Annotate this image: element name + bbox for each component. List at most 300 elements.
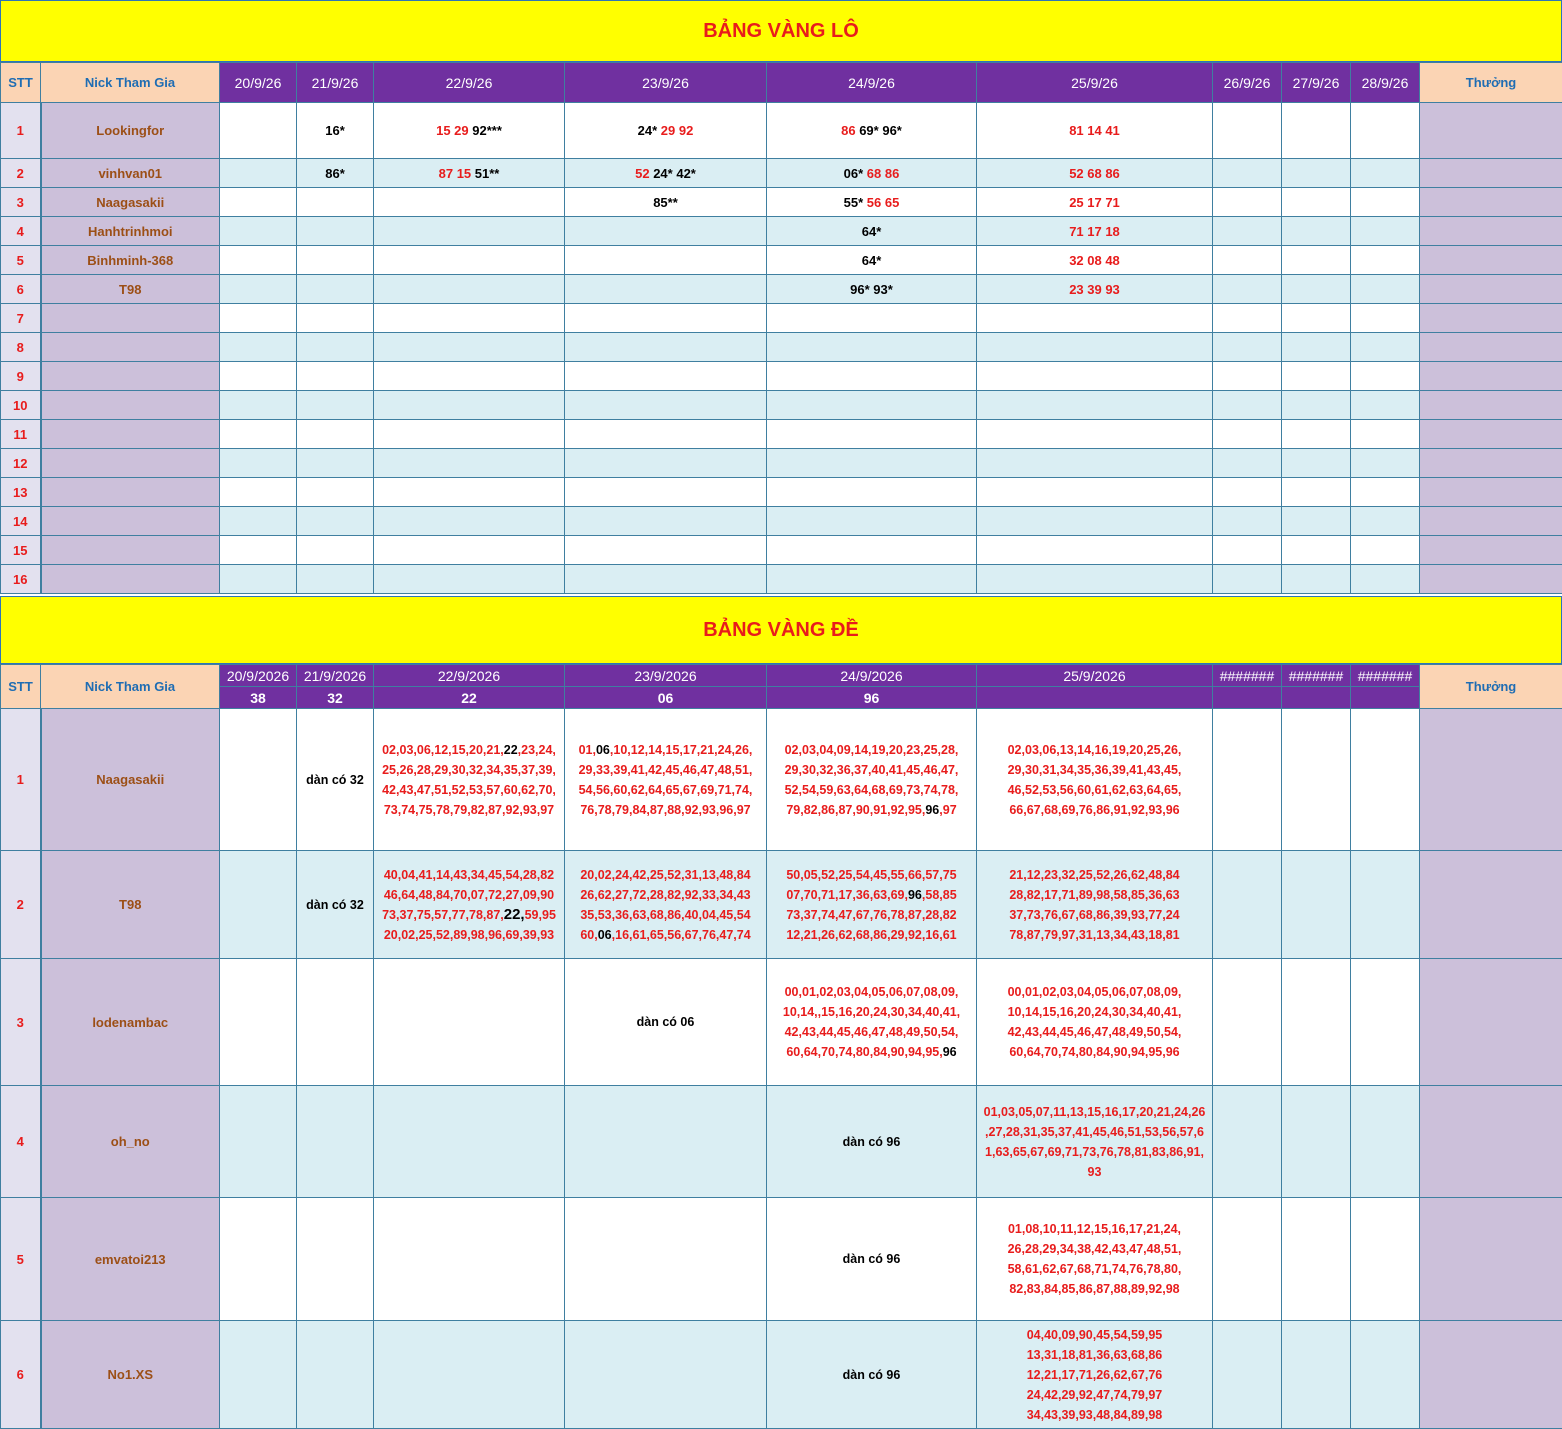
cell-text: 55* [844,195,867,210]
de-cell [565,709,767,851]
lo-cell [220,275,297,304]
lo-cell [767,159,977,188]
lo-cell [297,304,374,333]
lo-cell [374,536,565,565]
lo-row-stt: 8 [1,333,41,362]
lo-cell [1351,478,1420,507]
cell-text: 51** [475,166,500,181]
de-cell [977,959,1213,1086]
lo-row-thuong [1420,304,1562,333]
lo-cell [1282,565,1351,594]
lo-cell [565,478,767,507]
de-header-date: 20/9/2026 [220,665,297,687]
cell-text: 42,43,47,51,52,53,57,60,62,70, [382,783,556,797]
lo-row-thuong [1420,362,1562,391]
lo-row-stt: 15 [1,536,41,565]
cell-text: 24,42,29,92,47,74,79,97 [1027,1388,1163,1402]
cell-text: 10,14,,15,16,20,24,30,34,40,41, [783,1005,960,1019]
lo-header-nick: Nick Tham Gia [41,63,220,103]
lo-cell [1282,536,1351,565]
lo-cell [1213,420,1282,449]
lo-header-date: 27/9/26 [1282,63,1351,103]
cell-text: 24* 42* [653,166,696,181]
cell-text: 29,30,31,34,35,36,39,41,43,45, [1008,763,1182,777]
cell-text: 29 92 [661,123,694,138]
lo-cell [1282,449,1351,478]
lo-cell [1282,275,1351,304]
lo-header-date: 23/9/26 [565,63,767,103]
de-header-date: ####### [1213,665,1282,687]
de-cell [977,1086,1213,1198]
de-cell [977,1321,1213,1429]
lo-cell [1282,103,1351,159]
de-row-nick: oh_no [41,1086,220,1198]
lo-row-nick [41,333,220,362]
lo-cell [374,391,565,420]
cell-text: 52 68 86 [1069,166,1120,181]
cell-text: 92*** [472,123,502,138]
de-cell [977,851,1213,959]
lo-row [1,246,1562,275]
lo-cell [220,246,297,275]
lo-row-thuong [1420,565,1562,594]
de-result-number [977,687,1213,709]
cell-text: 96 [908,888,922,902]
cell-text: 21,12,23,32,25,52,26,62,48,84 [1009,868,1179,882]
lo-header-date: 26/9/26 [1213,63,1282,103]
lo-row-thuong [1420,188,1562,217]
lo-cell [1213,391,1282,420]
lo-cell [297,217,374,246]
lo-cell [374,103,565,159]
lo-cell [374,565,565,594]
lo-cell [1213,159,1282,188]
de-row-nick: T98 [41,851,220,959]
lo-cell [1282,391,1351,420]
cell-text: 24* [638,123,661,138]
lo-cell [297,565,374,594]
de-row [1,709,1562,851]
lo-row [1,391,1562,420]
lo-cell [977,362,1213,391]
lo-cell [1213,333,1282,362]
lo-row-nick [41,420,220,449]
lo-cell [1213,565,1282,594]
lo-cell [977,103,1213,159]
lo-cell [565,217,767,246]
lo-row-stt: 6 [1,275,41,304]
de-header-date: 21/9/2026 [297,665,374,687]
cell-text: 46,64,48,84,70,07,72,27,09,90 [384,888,554,902]
lo-cell [220,217,297,246]
lo-cell [1213,362,1282,391]
lo-cell [767,449,977,478]
lo-cell [1282,188,1351,217]
lo-cell [374,188,565,217]
lo-row [1,333,1562,362]
lo-row-thuong [1420,333,1562,362]
cell-text: 86* [325,166,345,181]
cell-text: 26,28,29,34,38,42,43,47,48,51, [1008,1242,1182,1256]
de-cell [565,1321,767,1429]
de-cell [374,1321,565,1429]
de-cell [767,851,977,959]
de-cell [767,1198,977,1321]
lo-cell [1213,103,1282,159]
lo-row-nick [41,536,220,565]
de-cell [977,1198,1213,1321]
cell-text: 52 [635,166,653,181]
lo-cell [767,565,977,594]
lo-cell [977,159,1213,188]
lo-cell [1213,217,1282,246]
lo-cell [297,391,374,420]
de-header-nick: Nick Tham Gia [41,665,220,709]
lo-cell [297,507,374,536]
lo-cell [1282,217,1351,246]
lo-cell [1282,362,1351,391]
de-row [1,959,1562,1086]
de-cell [1282,851,1351,959]
de-cell [1213,851,1282,959]
lo-row-stt: 12 [1,449,41,478]
lo-header-date: 28/9/26 [1351,63,1420,103]
lo-cell [297,478,374,507]
de-result-number: 06 [565,687,767,709]
cell-text: dàn có 96 [843,1252,901,1266]
cell-text: 12,21,26,62,68,86,29,92,16,61 [786,928,956,942]
lo-cell [767,420,977,449]
lo-cell [1213,507,1282,536]
lo-cell [767,478,977,507]
lo-cell [977,565,1213,594]
lo-cell [1213,188,1282,217]
lo-cell [1351,565,1420,594]
lo-cell [767,217,977,246]
lo-cell [374,420,565,449]
de-title [0,596,1562,664]
lo-row-thuong [1420,391,1562,420]
cell-text: 35,53,36,63,68,86,40,04,45,54 [580,908,750,922]
de-header-stt: STT [1,665,41,709]
lo-cell [220,391,297,420]
lo-header-date: 24/9/26 [767,63,977,103]
de-cell [1213,709,1282,851]
lo-cell [297,159,374,188]
lo-cell [1282,478,1351,507]
lo-row-nick: Binhminh-368 [41,246,220,275]
lo-header-date: 25/9/26 [977,63,1213,103]
de-cell [1351,1086,1420,1198]
lo-cell [374,507,565,536]
lo-row-thuong [1420,275,1562,304]
lo-cell [220,507,297,536]
cell-text: 23 39 93 [1069,282,1120,297]
cell-text: 02,03,06,13,14,16,19,20,25,26, [1008,743,1182,757]
de-result-number: 96 [767,687,977,709]
lo-cell [977,507,1213,536]
lo-row-stt: 13 [1,478,41,507]
lo-cell [1351,333,1420,362]
de-cell [767,1321,977,1429]
cell-text: 01,08,10,11,12,15,16,17,21,24, [1008,1222,1181,1236]
lo-cell [977,449,1213,478]
cell-text: 79,82,86,87,90,91,92,95, [786,803,925,817]
cell-text: 73,37,74,47,67,76,78,87,28,82 [786,908,956,922]
lo-cell [565,449,767,478]
lo-cell [1282,159,1351,188]
de-title-text: BẢNG VÀNG ĐỀ [703,619,859,642]
lo-cell [565,362,767,391]
lo-cell [977,304,1213,333]
lo-cell [767,536,977,565]
de-row-thuong [1420,1321,1562,1429]
lo-cell [565,391,767,420]
de-cell [565,851,767,959]
de-cell [1282,1198,1351,1321]
de-header-date: 22/9/2026 [374,665,565,687]
lo-cell [374,217,565,246]
de-cell [1282,959,1351,1086]
cell-text: 22 [504,743,518,757]
de-cell [374,1086,565,1198]
lo-row-nick: T98 [41,275,220,304]
cell-text: 26,62,27,72,28,82,92,33,34,43 [580,888,750,902]
de-header-date: 24/9/2026 [767,665,977,687]
de-cell [220,1321,297,1429]
cell-text: ,27,28,31,35,37,41,45,46,51,53,56,57,6 [985,1125,1204,1139]
lo-cell [1351,159,1420,188]
lo-cell [977,188,1213,217]
lo-cell [220,333,297,362]
cell-text: dàn có 06 [637,1015,695,1029]
cell-text: 06 [598,928,612,942]
cell-text: ,16,61,65,56,67,76,47,74 [612,928,751,942]
lo-cell [1351,449,1420,478]
cell-text: 50,05,52,25,54,45,55,66,57,75 [786,868,956,882]
cell-text: 68 86 [867,166,900,181]
cell-text: 01,03,05,07,11,13,15,16,17,20,21,24,26 [984,1105,1206,1119]
lo-cell [767,507,977,536]
lo-row [1,159,1562,188]
cell-text: 04,40,09,90,45,54,59,95 [1027,1328,1163,1342]
lo-row-nick: vinhvan01 [41,159,220,188]
de-result-number: 38 [220,687,297,709]
cell-text: 71 17 18 [1069,224,1120,239]
de-cell [220,1086,297,1198]
lo-row [1,449,1562,478]
lo-cell [1282,246,1351,275]
lo-cell [767,391,977,420]
lo-row-nick [41,362,220,391]
de-result-number [1351,687,1420,709]
lo-cell [374,275,565,304]
lo-cell [1213,246,1282,275]
lo-cell [220,304,297,333]
lo-cell [297,103,374,159]
de-table [0,664,1562,1429]
lo-row-thuong [1420,159,1562,188]
cell-text: 87 15 [439,166,475,181]
de-cell [767,1086,977,1198]
cell-text: dàn có 32 [306,773,364,787]
lo-row-stt: 1 [1,103,41,159]
lo-cell [374,449,565,478]
cell-text: dàn có 96 [843,1135,901,1149]
cell-text: 29,30,32,36,37,40,41,45,46,47, [785,763,959,777]
lo-cell [1213,449,1282,478]
cell-text: 46,52,53,56,60,61,62,63,64,65, [1008,783,1182,797]
lo-cell [220,536,297,565]
de-header-date: 23/9/2026 [565,665,767,687]
lo-row-stt: 10 [1,391,41,420]
lo-cell [977,246,1213,275]
lo-cell [220,565,297,594]
lo-row-stt: 5 [1,246,41,275]
de-cell [1351,851,1420,959]
lo-row-stt: 7 [1,304,41,333]
lo-row [1,565,1562,594]
lo-cell [565,103,767,159]
lo-cell [565,275,767,304]
de-cell [565,1198,767,1321]
cell-text: 73,74,75,78,79,82,87,92,93,97 [384,803,554,817]
de-cell [297,959,374,1086]
lo-cell [565,507,767,536]
lo-row-nick [41,304,220,333]
de-cell [297,709,374,851]
de-cell [1213,1198,1282,1321]
lo-cell [1351,246,1420,275]
de-cell [374,709,565,851]
lo-cell [1351,536,1420,565]
de-cell [1213,1086,1282,1198]
de-row-stt: 2 [1,851,41,959]
de-cell [565,1086,767,1198]
lo-cell [220,159,297,188]
de-cell [220,1198,297,1321]
cell-text: 60, [580,928,597,942]
lo-row-thuong [1420,449,1562,478]
lo-cell [565,420,767,449]
lo-cell [1351,507,1420,536]
de-cell [1282,1321,1351,1429]
de-header-thuong: Thưởng [1420,665,1562,709]
lo-cell [565,188,767,217]
cell-text: 28,82,17,71,89,98,58,85,36,63 [1009,888,1179,902]
lo-cell [220,103,297,159]
lo-cell [374,246,565,275]
lo-cell [1213,478,1282,507]
cell-text: 59,95 [525,908,556,922]
cell-text: 52,54,59,63,64,68,69,73,74,78, [785,783,959,797]
de-cell [374,959,565,1086]
lo-row-stt: 9 [1,362,41,391]
de-row-nick: emvatoi213 [41,1198,220,1321]
de-cell [767,709,977,851]
lo-cell [977,536,1213,565]
lo-row-nick [41,565,220,594]
de-row [1,1198,1562,1321]
lo-cell [565,565,767,594]
cell-text: 42,43,44,45,46,47,48,49,50,54, [785,1025,959,1039]
de-row-stt: 1 [1,709,41,851]
lo-row-nick [41,449,220,478]
lo-row [1,217,1562,246]
lo-cell [565,536,767,565]
cell-text: ,23,24, [518,743,556,757]
lo-cell [565,333,767,362]
de-result-number [1282,687,1351,709]
de-result-row [1,687,1562,709]
cell-text: 37,73,76,67,68,86,39,93,77,24 [1009,908,1179,922]
de-cell [1351,1321,1420,1429]
cell-text: ,58,85 [922,888,957,902]
de-header-row [1,665,1562,687]
de-cell [220,851,297,959]
cell-text: 64* [862,253,882,268]
cell-text: 1,63,65,67,69,71,73,76,78,81,83,86,91, [985,1145,1204,1159]
lo-row-stt: 11 [1,420,41,449]
lo-cell [1213,536,1282,565]
lo-row-stt: 3 [1,188,41,217]
lo-row-thuong [1420,103,1562,159]
de-result-number [1213,687,1282,709]
de-row-nick: Naagasakii [41,709,220,851]
lo-row-nick: Naagasakii [41,188,220,217]
de-header-date: ####### [1351,665,1420,687]
cell-text: 02,03,06,12,15,20,21, [382,743,504,757]
lo-row [1,420,1562,449]
lo-row-thuong [1420,246,1562,275]
cell-text: 20,02,25,52,89,98,96,69,39,93 [384,928,554,942]
cell-text: 34,43,39,93,48,84,89,98 [1027,1408,1163,1422]
lo-cell [297,246,374,275]
cell-text: 69* 96* [859,123,902,138]
de-row-nick: lodenambac [41,959,220,1086]
de-row-thuong [1420,851,1562,959]
de-cell [1282,1086,1351,1198]
cell-text: ,97 [939,803,956,817]
cell-text: 29,33,39,41,42,45,46,47,48,51, [579,763,753,777]
cell-text: 58,61,62,67,68,71,74,76,78,80, [1008,1262,1182,1276]
lo-cell [374,333,565,362]
cell-text: 96 [925,803,939,817]
de-row-thuong [1420,959,1562,1086]
de-row-stt: 4 [1,1086,41,1198]
cell-text: 66,67,68,69,76,86,91,92,93,96 [1009,803,1179,817]
lo-header-thuong: Thưởng [1420,63,1562,103]
lo-row-nick [41,478,220,507]
lo-cell [977,217,1213,246]
cell-text: 25 17 71 [1069,195,1120,210]
cell-text: 00,01,02,03,04,05,06,07,08,09, [785,985,959,999]
lo-row-stt: 4 [1,217,41,246]
cell-text: 60,64,70,74,80,84,90,94,95,96 [1009,1045,1179,1059]
de-row-nick: No1.XS [41,1321,220,1429]
cell-text: 13,31,18,81,36,63,68,86 [1027,1348,1163,1362]
lo-row [1,478,1562,507]
lo-cell [565,246,767,275]
cell-text: 96* 93* [850,282,893,297]
lo-row-nick [41,391,220,420]
cell-text: 06 [596,743,610,757]
de-cell [374,851,565,959]
lo-cell [220,362,297,391]
cell-text: 22, [504,906,525,923]
lo-row-stt: 2 [1,159,41,188]
lo-cell [1282,333,1351,362]
